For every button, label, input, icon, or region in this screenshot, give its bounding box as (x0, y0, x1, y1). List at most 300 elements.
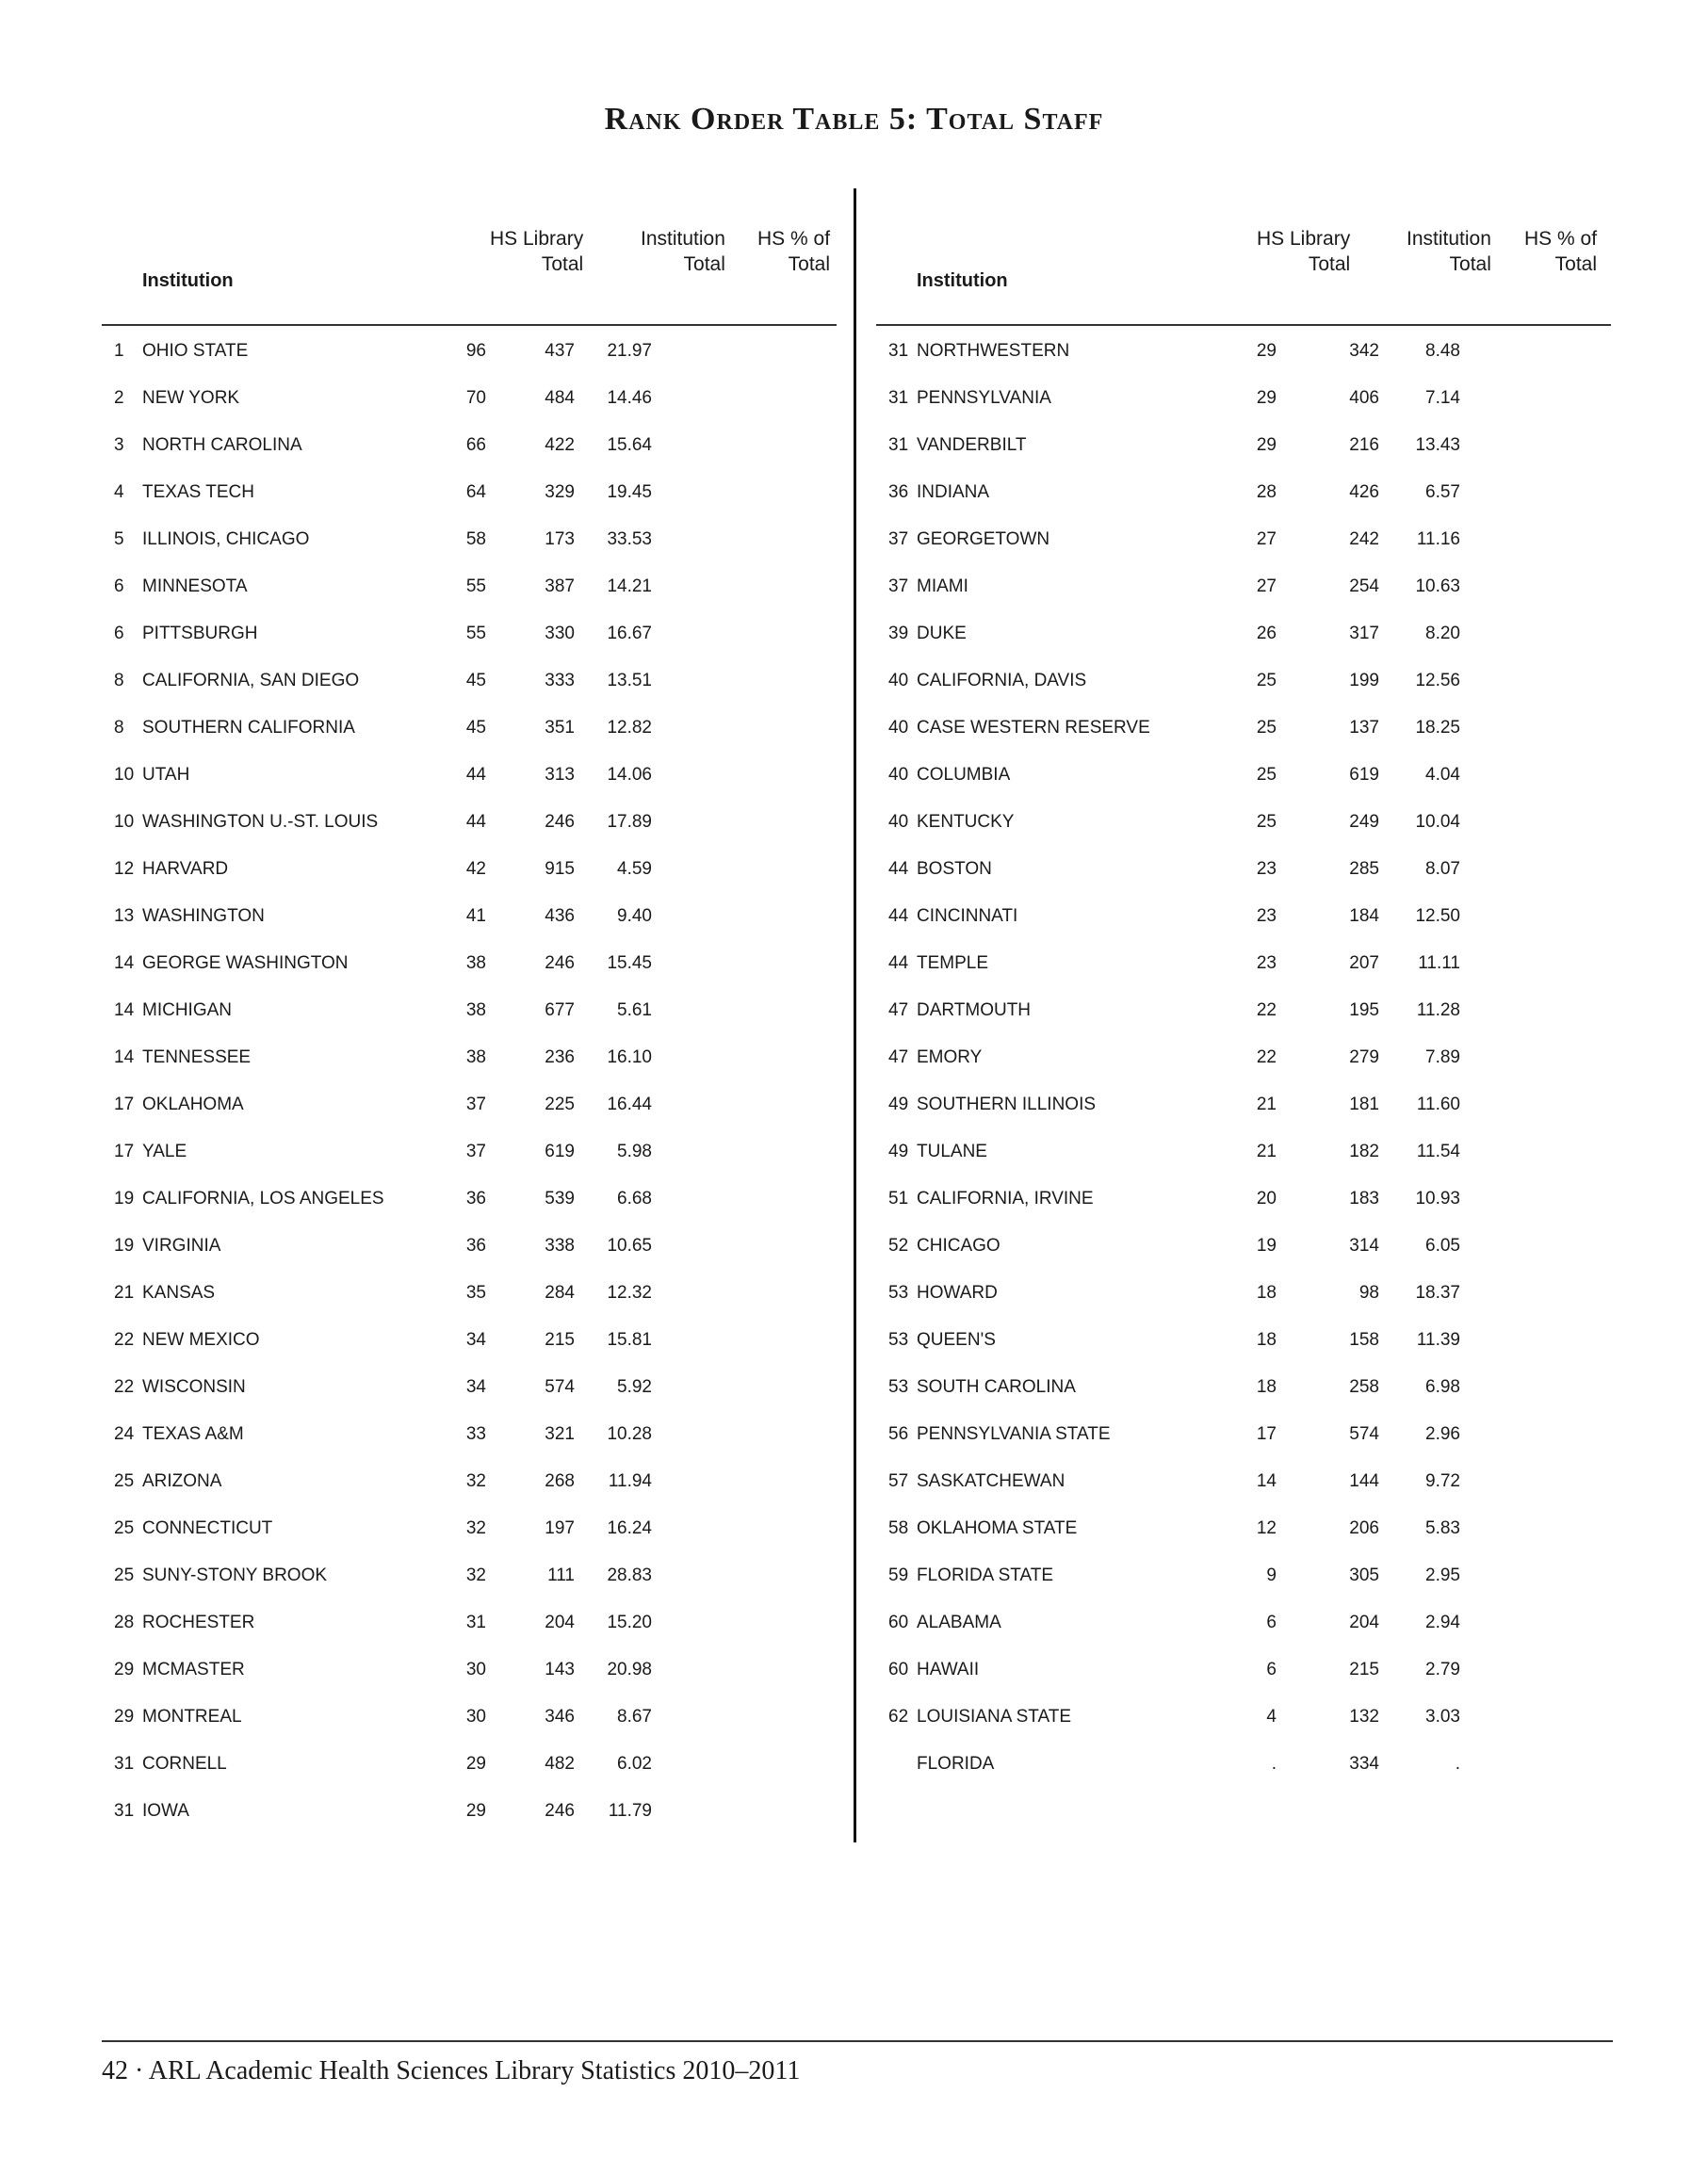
hs-library-total-cell: 58 (465, 529, 486, 549)
hs-percent-cell: 11.79 (608, 1801, 652, 1821)
hs-percent-cell: 6.57 (1425, 482, 1460, 502)
table-row (876, 1362, 1611, 1409)
institution-total-cell: 677 (545, 1000, 575, 1020)
rank-cell: 40 (888, 671, 909, 690)
table-row (876, 1032, 1611, 1079)
hs-percent-cell: 6.98 (1425, 1377, 1460, 1397)
hs-library-total-cell: 25 (1256, 765, 1277, 785)
institution-total-cell: 137 (1349, 718, 1379, 738)
hs-percent-cell: 14.06 (607, 765, 652, 785)
rank-cell: 21 (114, 1283, 135, 1303)
rank-cell: 57 (888, 1471, 909, 1491)
hs-library-total-cell: 23 (1256, 953, 1277, 973)
institution-cell: DUKE (917, 624, 967, 643)
right-table-body (876, 326, 1611, 1786)
table-row (876, 1645, 1611, 1692)
hs-percent-cell: 14.21 (607, 576, 652, 596)
rank-cell: 47 (888, 1000, 909, 1020)
table-row (102, 1174, 837, 1221)
rank-cell: 44 (888, 859, 909, 879)
institution-cell: COLUMBIA (917, 765, 1011, 785)
rank-cell: 6 (114, 576, 124, 596)
institution-total-cell: 284 (545, 1283, 575, 1303)
institution-cell: PITTSBURGH (142, 624, 258, 643)
table-row (102, 1315, 837, 1362)
hs-library-total-cell: 26 (1256, 624, 1277, 643)
hs-percent-cell: 11.39 (1416, 1330, 1460, 1350)
institution-total-cell: 437 (545, 341, 575, 361)
institution-total-cell: 173 (545, 529, 575, 549)
table-row (876, 373, 1611, 420)
institution-total-cell: 204 (1349, 1613, 1379, 1632)
rank-cell: 40 (888, 718, 909, 738)
institution-total-cell: 254 (1349, 576, 1379, 596)
hs-percent-cell: 12.82 (607, 718, 652, 738)
rank-cell: 40 (888, 765, 909, 785)
hs-percent-cell: 16.24 (607, 1518, 652, 1538)
rank-cell: 37 (888, 576, 909, 596)
rank-cell: 8 (114, 718, 124, 738)
institution-total-cell: 184 (1349, 906, 1379, 926)
hs-library-total-cell: 55 (465, 624, 486, 643)
table-row (876, 750, 1611, 797)
table-row (102, 1645, 837, 1692)
right-table-header (876, 226, 1611, 326)
institution-total-cell: 246 (545, 953, 575, 973)
hs-percent-cell: 8.20 (1425, 624, 1460, 643)
hs-library-total-cell: 29 (465, 1754, 486, 1774)
table-row (102, 1409, 837, 1456)
hs-percent-cell: 13.43 (1415, 435, 1460, 455)
table-row (876, 514, 1611, 561)
institution-total-cell: 195 (1349, 1000, 1379, 1020)
hs-library-total-cell: 36 (465, 1189, 486, 1209)
institution-cell: CALIFORNIA, SAN DIEGO (142, 671, 360, 690)
hs-library-total-cell: 33 (465, 1424, 486, 1444)
hs-percent-cell: 11.54 (1416, 1142, 1460, 1161)
rank-cell: 53 (888, 1283, 909, 1303)
hs-library-total-cell: 29 (465, 1801, 486, 1821)
institution-cell: CINCINNATI (917, 906, 1018, 926)
hs-library-total-cell: 45 (465, 671, 486, 690)
institution-cell: MCMASTER (142, 1660, 245, 1679)
header-hs-percent-total: HS % of Total (1524, 228, 1598, 275)
rank-cell: 31 (114, 1754, 135, 1774)
institution-cell: FLORIDA STATE (917, 1566, 1053, 1585)
institution-cell: SASKATCHEWAN (917, 1471, 1065, 1491)
institution-total-cell: 143 (545, 1660, 575, 1679)
hs-library-total-cell: 28 (1256, 482, 1277, 502)
hs-percent-cell: 16.67 (607, 624, 652, 643)
hs-percent-cell: 2.79 (1425, 1660, 1460, 1679)
hs-library-total-cell: 18 (1256, 1283, 1277, 1303)
hs-percent-cell: 21.97 (607, 341, 652, 361)
institution-total-cell: 406 (1349, 388, 1379, 408)
rank-cell: 17 (114, 1095, 135, 1114)
hs-library-total-cell: 38 (465, 1000, 486, 1020)
hs-percent-cell: 5.83 (1425, 1518, 1460, 1538)
hs-library-total-cell: 21 (1256, 1142, 1277, 1161)
institution-total-cell: 249 (1349, 812, 1379, 832)
hs-percent-cell: 10.63 (1415, 576, 1460, 596)
hs-library-total-cell: 22 (1256, 1000, 1277, 1020)
table-row (102, 373, 837, 420)
hs-percent-cell: 28.83 (607, 1566, 652, 1585)
rank-cell: 14 (114, 1000, 135, 1020)
rank-cell: 28 (114, 1613, 135, 1632)
rank-cell: 22 (114, 1330, 135, 1350)
hs-library-total-cell: 27 (1256, 576, 1277, 596)
table-row (876, 1409, 1611, 1456)
hs-percent-cell: 19.45 (607, 482, 652, 502)
institution-cell: CALIFORNIA, LOS ANGELES (142, 1189, 384, 1209)
table-row (102, 1079, 837, 1127)
institution-cell: HAWAII (917, 1660, 980, 1679)
rank-cell: 14 (114, 1047, 135, 1067)
table-row (876, 1127, 1611, 1174)
institution-total-cell: 330 (545, 624, 575, 643)
rank-cell: 29 (114, 1707, 135, 1727)
institution-total-cell: 436 (545, 906, 575, 926)
institution-total-cell: 333 (545, 671, 575, 690)
rank-cell: 56 (888, 1424, 909, 1444)
rank-cell: 17 (114, 1142, 135, 1161)
institution-cell: OKLAHOMA (142, 1095, 244, 1114)
institution-total-cell: 619 (545, 1142, 575, 1161)
rank-cell: 49 (888, 1095, 909, 1114)
institution-cell: ALABAMA (917, 1613, 1001, 1632)
institution-total-cell: 285 (1349, 859, 1379, 879)
table-row (102, 1739, 837, 1786)
hs-library-total-cell: 9 (1266, 1566, 1277, 1585)
hs-library-total-cell: 25 (1256, 671, 1277, 690)
hs-library-total-cell: 17 (1256, 1424, 1277, 1444)
institution-cell: ILLINOIS, CHICAGO (142, 529, 310, 549)
institution-cell: ROCHESTER (142, 1613, 255, 1632)
institution-cell: NEW MEXICO (142, 1330, 260, 1350)
institution-cell: CHICAGO (917, 1236, 1000, 1256)
rank-cell: 31 (114, 1801, 135, 1821)
hs-library-total-cell: 27 (1256, 529, 1277, 549)
rank-cell: 22 (114, 1377, 135, 1397)
hs-percent-cell: 2.94 (1425, 1613, 1460, 1632)
institution-cell: CORNELL (142, 1754, 227, 1774)
hs-library-total-cell: 32 (465, 1566, 486, 1585)
institution-cell: VANDERBILT (917, 435, 1027, 455)
table-row (876, 1268, 1611, 1315)
institution-cell: SOUTHERN CALIFORNIA (142, 718, 355, 738)
institution-cell: MINNESOTA (142, 576, 248, 596)
hs-percent-cell: 10.28 (607, 1424, 652, 1444)
table-row (876, 561, 1611, 608)
hs-library-total-cell: 23 (1256, 859, 1277, 879)
hs-library-total-cell: 34 (465, 1377, 486, 1397)
institution-cell: FLORIDA (917, 1754, 995, 1774)
hs-library-total-cell: 70 (465, 388, 486, 408)
hs-percent-cell: 6.05 (1425, 1236, 1460, 1256)
institution-cell: NEW YORK (142, 388, 240, 408)
institution-cell: IOWA (142, 1801, 189, 1821)
hs-library-total-cell: 45 (465, 718, 486, 738)
rank-cell: 37 (888, 529, 909, 549)
hs-library-total-cell: 25 (1256, 812, 1277, 832)
page-title: Rank Order Table 5: Total Staff (604, 102, 1104, 137)
institution-total-cell: 158 (1349, 1330, 1379, 1350)
institution-total-cell: 268 (545, 1471, 575, 1491)
institution-cell: EMORY (917, 1047, 983, 1067)
institution-cell: GEORGE WASHINGTON (142, 953, 349, 973)
rank-cell: 13 (114, 906, 135, 926)
rank-cell: 8 (114, 671, 124, 690)
table-row (876, 938, 1611, 985)
hs-percent-cell: 11.28 (1416, 1000, 1460, 1020)
table-row (102, 703, 837, 750)
rank-cell: 31 (888, 435, 909, 455)
rank-cell: 31 (888, 388, 909, 408)
hs-library-total-cell: 36 (465, 1236, 486, 1256)
rank-cell: 19 (114, 1189, 135, 1209)
institution-total-cell: 215 (545, 1330, 575, 1350)
hs-library-total-cell: 20 (1256, 1189, 1277, 1209)
table-row (876, 1221, 1611, 1268)
hs-percent-cell: 9.40 (617, 906, 652, 926)
institution-total-cell: 346 (545, 1707, 575, 1727)
table-row (876, 1174, 1611, 1221)
hs-percent-cell: 8.67 (617, 1707, 652, 1727)
rank-cell: 52 (888, 1236, 909, 1256)
hs-library-total-cell: 23 (1256, 906, 1277, 926)
page-footer: 42 · ARL Academic Health Sciences Library Statistics 2010–2011 (102, 2056, 801, 2085)
rank-cell: 51 (888, 1189, 909, 1209)
institution-total-cell: 182 (1349, 1142, 1379, 1161)
hs-percent-cell: 5.92 (617, 1377, 652, 1397)
table-row (102, 844, 837, 891)
table-row (102, 1362, 837, 1409)
table-row (876, 985, 1611, 1032)
header-hs-percent-total: HS % of Total (757, 228, 831, 275)
hs-library-total-cell: 32 (465, 1471, 486, 1491)
hs-library-total-cell: 12 (1256, 1518, 1277, 1538)
table-row (102, 1692, 837, 1739)
hs-library-total-cell: 30 (465, 1707, 486, 1727)
institution-total-cell: 111 (547, 1566, 575, 1585)
hs-percent-cell: 10.65 (607, 1236, 652, 1256)
institution-cell: MIAMI (917, 576, 968, 596)
table-row (876, 1079, 1611, 1127)
institution-cell: WISCONSIN (142, 1377, 246, 1397)
institution-cell: ARIZONA (142, 1471, 222, 1491)
institution-total-cell: 305 (1349, 1566, 1379, 1585)
rank-cell: 2 (114, 388, 124, 408)
hs-percent-cell: 7.89 (1425, 1047, 1460, 1067)
table-row (102, 1456, 837, 1503)
institution-total-cell: 619 (1349, 765, 1379, 785)
hs-library-total-cell: 44 (465, 812, 486, 832)
institution-total-cell: 351 (545, 718, 575, 738)
hs-library-total-cell: 42 (465, 859, 486, 879)
rank-cell: 5 (114, 529, 124, 549)
table-row (876, 1456, 1611, 1503)
institution-cell: CALIFORNIA, DAVIS (917, 671, 1087, 690)
institution-total-cell: 387 (545, 576, 575, 596)
institution-total-cell: 317 (1349, 624, 1379, 643)
rank-cell: 60 (888, 1613, 909, 1632)
header-institution: Institution (917, 270, 1008, 291)
institution-cell: NORTHWESTERN (917, 341, 1070, 361)
footer-divider (102, 2040, 1613, 2042)
institution-cell: TEXAS TECH (142, 482, 254, 502)
rank-cell: 24 (114, 1424, 135, 1444)
hs-library-total-cell: 6 (1266, 1613, 1277, 1632)
rank-cell: 60 (888, 1660, 909, 1679)
table-row (102, 514, 837, 561)
institution-cell: TULANE (917, 1142, 987, 1161)
institution-cell: WASHINGTON (142, 906, 265, 926)
hs-library-total-cell: 38 (465, 1047, 486, 1067)
institution-total-cell: 338 (545, 1236, 575, 1256)
hs-percent-cell: 2.95 (1425, 1566, 1460, 1585)
hs-library-total-cell: 37 (465, 1095, 486, 1114)
institution-cell: TENNESSEE (142, 1047, 252, 1067)
hs-percent-cell: 33.53 (607, 529, 652, 549)
header-hs-library-total: HS Library Total (1257, 228, 1351, 275)
institution-cell: LOUISIANA STATE (917, 1707, 1072, 1727)
hs-library-total-cell: 29 (1256, 341, 1277, 361)
institution-total-cell: 98 (1358, 1283, 1379, 1303)
hs-library-total-cell: 34 (465, 1330, 486, 1350)
rank-cell: 1 (114, 341, 124, 361)
hs-library-total-cell: 22 (1256, 1047, 1277, 1067)
rank-cell: 53 (888, 1330, 909, 1350)
hs-library-total-cell: 25 (1256, 718, 1277, 738)
institution-cell: PENNSYLVANIA (917, 388, 1051, 408)
institution-total-cell: 314 (1349, 1236, 1379, 1256)
institution-cell: UTAH (142, 765, 190, 785)
hs-percent-cell: 12.50 (1415, 906, 1460, 926)
hs-library-total-cell: 38 (465, 953, 486, 973)
hs-percent-cell: 18.37 (1415, 1283, 1460, 1303)
rank-cell: 29 (114, 1660, 135, 1679)
hs-library-total-cell: 21 (1256, 1095, 1277, 1114)
rank-cell: 58 (888, 1518, 909, 1538)
table-row (876, 1739, 1611, 1786)
institution-cell: BOSTON (917, 859, 992, 879)
hs-percent-cell: 7.14 (1425, 388, 1460, 408)
institution-cell: SOUTH CAROLINA (917, 1377, 1076, 1397)
hs-percent-cell: 15.64 (607, 435, 652, 455)
hs-library-total-cell: 6 (1266, 1660, 1277, 1679)
hs-percent-cell: 12.32 (607, 1283, 652, 1303)
institution-total-cell: 484 (545, 388, 575, 408)
hs-percent-cell: 13.51 (607, 671, 652, 690)
institution-total-cell: 915 (545, 859, 575, 879)
table-row (102, 561, 837, 608)
hs-percent-cell: 16.44 (607, 1095, 652, 1114)
hs-percent-cell: 3.03 (1425, 1707, 1460, 1727)
rank-cell: 39 (888, 624, 909, 643)
rank-cell: 31 (888, 341, 909, 361)
hs-percent-cell: 15.45 (607, 953, 652, 973)
table-row (102, 608, 837, 656)
hs-library-total-cell: 35 (465, 1283, 486, 1303)
rank-cell: 10 (114, 765, 135, 785)
table-row (102, 1032, 837, 1079)
header-institution-total: Institution Total (1407, 228, 1491, 275)
table-row (876, 608, 1611, 656)
institution-total-cell: 574 (545, 1377, 575, 1397)
hs-percent-cell: 6.68 (617, 1189, 652, 1209)
institution-cell: KENTUCKY (917, 812, 1015, 832)
hs-percent-cell: 6.02 (617, 1754, 652, 1774)
hs-library-total-cell: 18 (1256, 1377, 1277, 1397)
institution-cell: CASE WESTERN RESERVE (917, 718, 1150, 738)
hs-library-total-cell: 14 (1256, 1471, 1277, 1491)
rank-cell: 10 (114, 812, 135, 832)
institution-total-cell: 181 (1349, 1095, 1379, 1114)
institution-total-cell: 144 (1349, 1471, 1379, 1491)
hs-percent-cell: 18.25 (1415, 718, 1460, 738)
institution-total-cell: 216 (1349, 435, 1379, 455)
rank-cell: 25 (114, 1566, 135, 1585)
table-row (102, 891, 837, 938)
table-row (102, 1221, 837, 1268)
institution-total-cell: 313 (545, 765, 575, 785)
hs-library-total-cell: 29 (1256, 388, 1277, 408)
institution-total-cell: 246 (545, 812, 575, 832)
institution-total-cell: 539 (545, 1189, 575, 1209)
institution-cell: INDIANA (917, 482, 990, 502)
table-row (876, 1692, 1611, 1739)
institution-total-cell: 426 (1349, 482, 1379, 502)
table-row (102, 467, 837, 514)
rank-cell: 44 (888, 953, 909, 973)
hs-library-total-cell: 19 (1256, 1236, 1277, 1256)
rank-cell: 19 (114, 1236, 135, 1256)
hs-library-total-cell: 4 (1266, 1707, 1277, 1727)
institution-total-cell: 204 (545, 1613, 575, 1632)
institution-cell: YALE (142, 1142, 187, 1161)
hs-library-total-cell: 29 (1256, 435, 1277, 455)
left-table-header (102, 226, 837, 326)
institution-cell: CONNECTICUT (142, 1518, 273, 1538)
institution-cell: GEORGETOWN (917, 529, 1050, 549)
hs-library-total-cell: 96 (465, 341, 486, 361)
institution-cell: MONTREAL (142, 1707, 242, 1727)
rank-cell: 36 (888, 482, 909, 502)
rank-cell: 59 (888, 1566, 909, 1585)
table-row (102, 797, 837, 844)
hs-percent-cell: 5.98 (617, 1142, 652, 1161)
rank-cell: 25 (114, 1518, 135, 1538)
rank-cell: 25 (114, 1471, 135, 1491)
hs-percent-cell: 9.72 (1425, 1471, 1460, 1491)
left-table-body (102, 326, 837, 1833)
hs-library-total-cell: 66 (465, 435, 486, 455)
institution-total-cell: 236 (545, 1047, 575, 1067)
table-row (102, 656, 837, 703)
table-row (876, 1550, 1611, 1598)
institution-cell: OKLAHOMA STATE (917, 1518, 1078, 1538)
hs-percent-cell: 11.94 (608, 1471, 652, 1491)
hs-percent-cell: 16.10 (607, 1047, 652, 1067)
hs-library-total-cell: 31 (465, 1613, 486, 1632)
institution-cell: KANSAS (142, 1283, 216, 1303)
institution-total-cell: 321 (545, 1424, 575, 1444)
institution-cell: PENNSYLVANIA STATE (917, 1424, 1111, 1444)
table-row (102, 1550, 837, 1598)
hs-percent-cell: 17.89 (607, 812, 652, 832)
institution-total-cell: 199 (1349, 671, 1379, 690)
